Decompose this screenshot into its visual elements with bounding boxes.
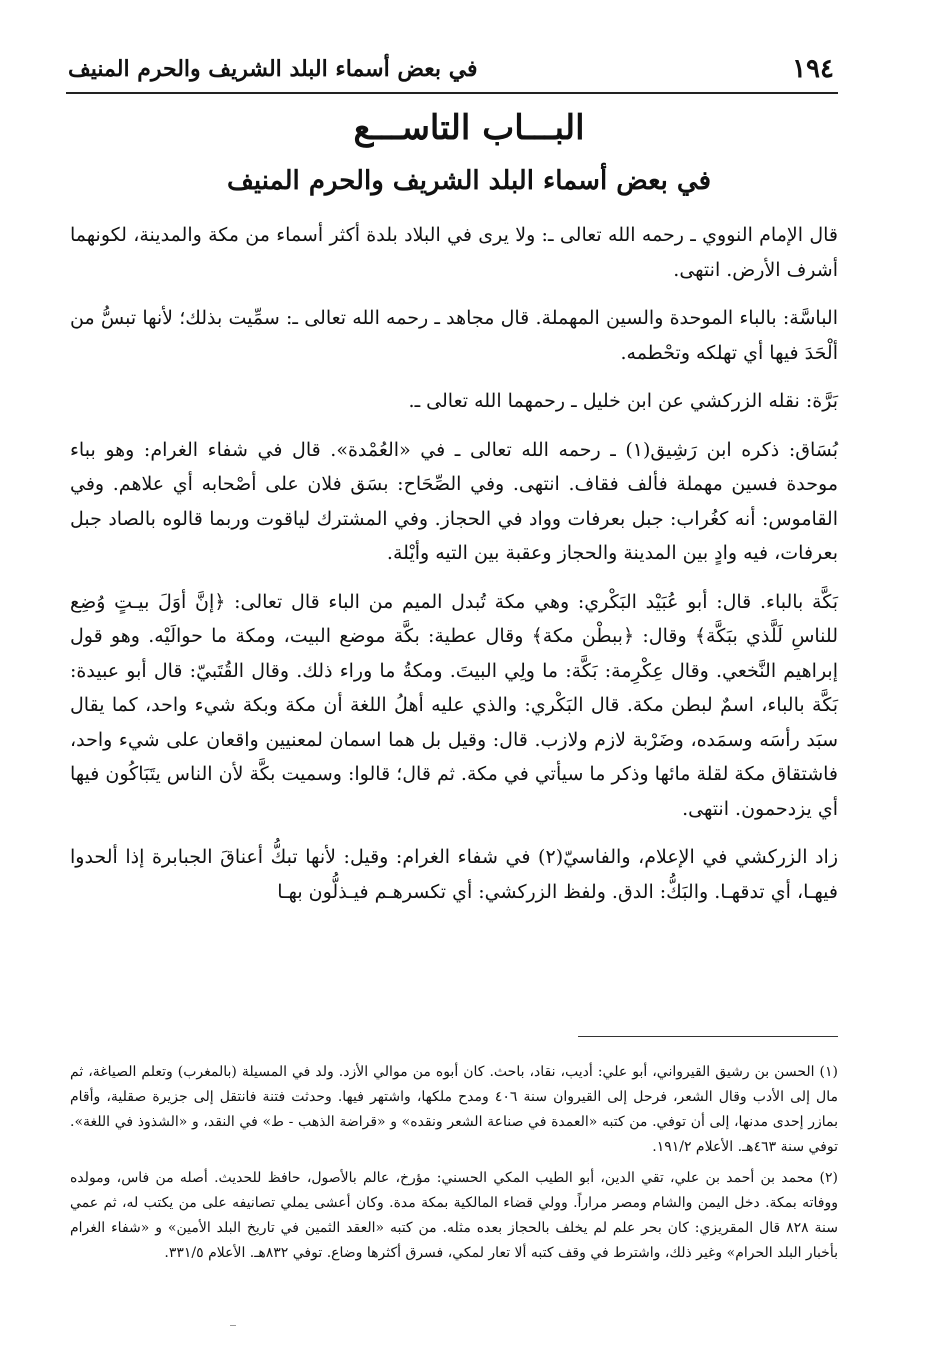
page-mark [230,1325,236,1326]
page-header [68,52,834,92]
footnotes [70,1060,838,1272]
footnote-separator [578,1036,838,1037]
chapter-subtitle: في بعض أسماء البلد الشريف والحرم المنيف [226,166,712,196]
footnote-2: (٢) محمد بن أحمد بن علي، تقي الدين، أبو الطيب المكي الحسني: مؤرخ، عالم بالأصول، حافظ للحديث. أصله من فاس، ومولده ووفاته بمكة. دخل اليمن والشام ومصر مراراً. وولي قضاء المالكية بمكة مدة. وكان أعشى يملي تصانيفه على من يكتب له، ثم عمي سنة ٨٢٨ قال المقريزي: كان بحر علم لم يخلف بالحجاز بعده مثله. من كتبه «العقد الثمين في تاريخ البلد الأمين» و «شفاء الغرام بأخبار البلد الحرام» وغير ذلك، واشترط في وقف كتبه ألا تعار لمكي، فسرق أكثرها وضاع. توفي ٨٣٢هـ. الأعلام ٣٣١/٥. [70,1170,838,1261]
chapter-title: البـــاب التاســـع [353,108,585,148]
running-title: في بعض أسماء البلد الشريف والحرم المنيف [68,56,478,82]
paragraph-barra: بَرَّة: نقله الزركشي عن ابن خليل ـ رحمهما الله تعالى ـ. [408,390,838,412]
footnote-1: (١) الحسن بن رشيق القيرواني، أبو علي: أديب، نقاد، باحث. كان أبوه من موالي الأزد. ولد في المسيلة (بالمغرب) وتعلم الصياغة، ثم مال إلى الأدب وقال الشعر، فرحل إلى القيروان سنة ٤٠٦ ومدح ملكها، واشتهر فيها. وحدثت فتنة فانتقل إلى جزيرة صقلية، وأقام بمازر إحدى مدنها، إلى أن توفي. من كتبه «العمدة في صناعة الشعر ونقده» و «قراضة الذهب - ط» في النقد، و «الشذوذ في اللغة». توفي سنة ٤٦٣هـ. الأعلام ١٩١/٢. [70,1064,838,1155]
paragraph-bakka: بَكَّة بالباء. قال: أبو عُبَيْد البَكْري: وهي مكة تُبدل الميم من الباء قال تعالى: ﴿إنَّ أوَلَ بيـتٍ وُضِع للناسِ لَلَّذي ببَكَّة﴾ وقال: ﴿ببطْن مكة﴾ وقال عطية: بكَّة موضع البيت، ومكة ما حوالَيْه. وهو قول إبراهيم النَّخعي. وقال عِكْرِمة: بَكَّة: ما ولِي البيتَ. ومكةُ ما وراء ذلك. وقال القُتَبيّ: قال أبو عبيدة: بَكَّة بالباء، اسمٌ لبطن مكة. قال البَكْري: والذي عليه أهلُ اللغة أن مكة وبكة شيء واحد، كما يقال سبَد رأسَه وسمَده، وضَرْبة لازم ولازب. قال: وقيل بل هما اسمان لمعنيين واقعان على شيء واحد، فاشتقاق مكة لقلة مائها وذكر ما سيأتي في مكة. ثم قال؛ قالوا: وسميت بكَّة لأن الناس يتَبَاكُون فيها أي يزدحمون. انتهى. [70,590,838,820]
paragraph-busaq: بُسَاق: ذكره ابن رَشِيق(١) ـ رحمه الله تعالى ـ في «العُمْدة». قال في شفاء الغرام: وهو بباء موحدة فسين مهملة فألف فقاف. انتهى. وفي الصِّحَاح: بسَق فلان على أصْحابه أي علاهم. وفي القاموس: أنه كغُراب: جبل بعرفات وواد في الحجاز. وفي المشترك لياقوت وربما قالوه بالصاد جبل بعرفات، فيه وادٍ بين المدينة والحجاز وعقبة بين التيه وأيْلة. [70,438,838,564]
body-text [70,218,838,923]
header-rule [66,92,838,94]
paragraph-albassa: الباسَّة: بالباء الموحدة والسين المهملة. قال مجاهد ـ رحمه الله تعالى ـ: سمِّيت بذلك؛ لأنها تبسُّ من ألْحَدَ فيها أي تهلكه وتحْطمه. [70,307,838,364]
paragraph-nawawi: قال الإمام النووي ـ رحمه الله تعالى ـ: ولا يرى في البلاد بلدة أكثر أسماء من مكة والمدينة، لكونهما أشرف الأرض. انتهى. [70,224,838,281]
page-number: ١٩٤ [792,54,834,84]
paragraph-zarkashi: زاد الزركشي في الإعلام، والفاسيّ(٢) في شفاء الغرام: وقيل: لأنها تبكُّ أعناقَ الجبابرة إذا ألحدوا فيهـا، أي تدقهـا. والبَكُّ: الدق. ولفظ الزركشي: أي تكسرهـم فيـذلُّون بهـا [70,846,838,903]
